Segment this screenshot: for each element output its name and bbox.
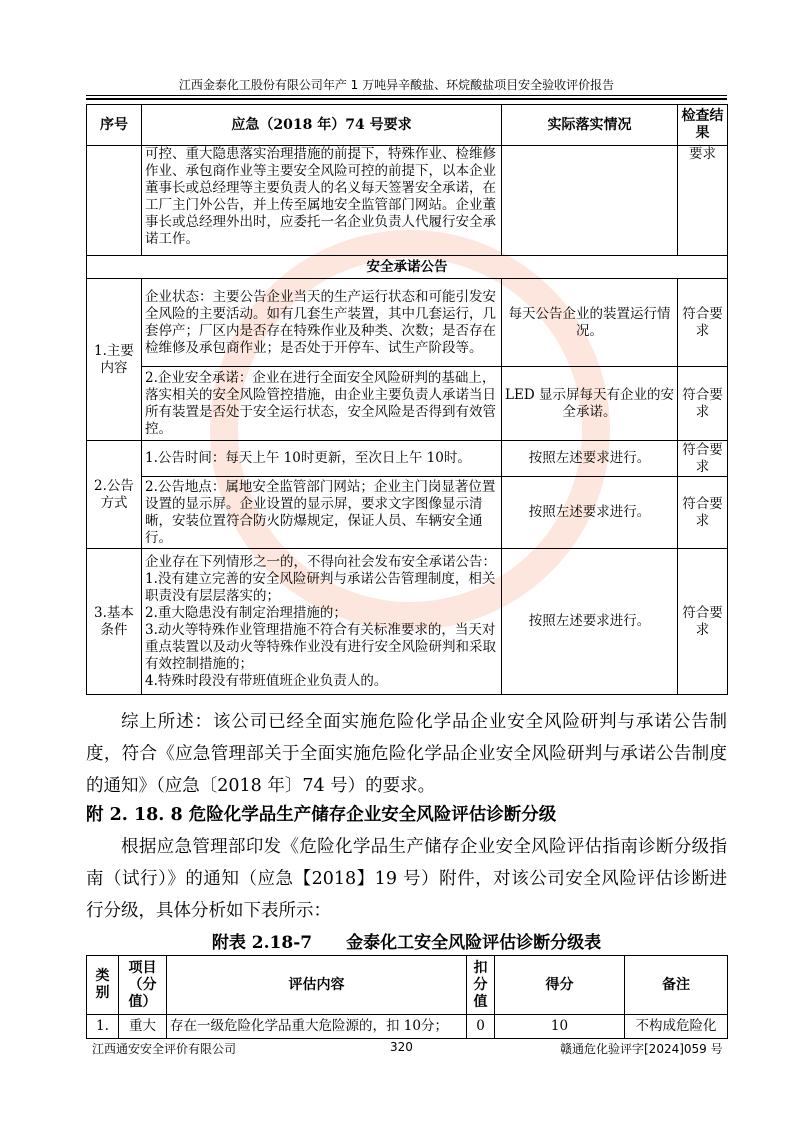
- col-header-deduction: 扣分值: [467, 956, 495, 1015]
- cell-result: 符合要求: [678, 367, 728, 441]
- cell-index: 3.基本条件: [87, 549, 142, 695]
- cell-score: 10: [495, 1015, 625, 1039]
- col-header-content: 评估内容: [167, 956, 467, 1015]
- section-heading: 安全承诺公告: [87, 256, 728, 279]
- col-header-category: 类别: [87, 956, 119, 1015]
- col-header-result: 检查结果: [678, 105, 728, 146]
- cell-requirement: 可控、重大隐患落实治理措施的前提下，特殊作业、检维修作业、承包商作业等主要安全风险可控的前提下，以本企业董事长或总经理等主要负责人的名义每天签署安全承诺，在工厂主门外公告，并上传至属地安全监管部门网站。企业董事长或总经理外出时，应委托一名企业负责人代履行安全承诺工作。: [142, 146, 502, 256]
- col-header-item: 项目（分值）: [119, 956, 167, 1015]
- table-header-row: [87, 956, 728, 1015]
- cell-result: 符合要求: [678, 441, 728, 477]
- cell-index: 2.公告方式: [87, 441, 142, 549]
- section-row: [87, 256, 728, 279]
- cell-item: 重大: [119, 1015, 167, 1039]
- cell-requirement: 2.企业安全承诺：企业在进行全面安全风险研判的基础上，落实相关的安全风险管控措施，由企业主要负责人承诺当日所有装置是否处于安全运行状态，安全风险是否得到有效管控。: [142, 367, 502, 441]
- table-row: [87, 1015, 728, 1039]
- page-header: 江西金泰化工股份有限公司年产 1 万吨异辛酸盐、环烷酸盐项目安全验收评价报告: [178, 78, 615, 92]
- table-row: [87, 549, 728, 695]
- cell-index: [87, 146, 142, 256]
- cell-implementation: LED 显示屏每天有企业的安全承诺。: [502, 367, 678, 441]
- requirements-table: [86, 104, 728, 695]
- cell-requirement: 企业状态：主要公告企业当天的生产运行状态和可能引发安全风险的主要活动。如有几套生产装置，其中几套运行，几套停产；厂区内是否存在特殊作业及种类、次数；是否存在检维修及承包商作业；是否处于开停车、试生产阶段等。: [142, 279, 502, 367]
- cell-category: 1.: [87, 1015, 119, 1039]
- table-row: [87, 279, 728, 367]
- summary-paragraph: 综上所述：该公司已经全面实施危险化学品企业安全风险研判与承诺公告制度，符合《应急管理部关于全面实施危险化学品企业安全风险研判与承诺公告制度的通知》（应急〔2018 年〕74 号）的要求。: [86, 712, 727, 796]
- table-row: [87, 146, 728, 256]
- table-caption: 附表 2.18-7 金泰化工安全风险评估诊断分级表: [211, 933, 602, 953]
- col-header-implementation: 实际落实情况: [502, 105, 678, 146]
- cell-result: 符合要求: [678, 477, 728, 549]
- header-rule-thick: [86, 98, 727, 100]
- cell-index: 1.主要内容: [87, 279, 142, 441]
- header-rule: [86, 95, 727, 96]
- col-header-requirement: 应急（2018 年）74 号要求: [142, 105, 502, 146]
- section-title: 附 2. 18. 8 危险化学品生产储存企业安全风险评估诊断分级: [86, 805, 557, 825]
- cell-implementation: 按照左述要求进行。: [502, 549, 678, 695]
- cell-implementation: 按照左述要求进行。: [502, 477, 678, 549]
- table-row: [87, 367, 728, 441]
- cell-result: 符合要求: [678, 549, 728, 695]
- footer-page-number: 320: [390, 1040, 413, 1054]
- cell-implementation: 每天公告企业的装置运行情况。: [502, 279, 678, 367]
- risk-grading-table: [86, 955, 728, 1039]
- col-header-remark: 备注: [625, 956, 728, 1015]
- cell-deduction: 0: [467, 1015, 495, 1039]
- cell-result: 要求: [678, 146, 728, 256]
- cell-requirement: 2.公告地点：属地安全监管部门网站；企业主门岗显著位置设置的显示屏。企业设置的显示屏，要求文字图像显示清晰，安装位置符合防火防爆规定，保证人员、车辆安全通行。: [142, 477, 502, 549]
- cell-implementation: 按照左述要求进行。: [502, 441, 678, 477]
- cell-remark: 不构成危险化: [625, 1015, 728, 1039]
- cell-requirement: 1.公告时间：每天上午 10时更新，至次日上午 10时。: [142, 441, 502, 477]
- table-row: [87, 441, 728, 477]
- cell-content: 存在一级危险化学品重大危险源的，扣 10分；: [167, 1015, 467, 1039]
- footer-company: 江西通安安全评价有限公司: [92, 1042, 237, 1056]
- col-header-index: 序号: [87, 105, 142, 146]
- col-header-score: 得分: [495, 956, 625, 1015]
- cell-requirement: 企业存在下列情形之一的，不得向社会发布安全承诺公告： 1.没有建立完善的安全风险研判与承诺公告管理制度，相关职责没有层层落实的； 2.重大隐患没有制定治理措施的； 3.动火等特殊作业管理措施不符合有关标准要求的，当天对重点装置以及动火等特殊作业没有进行安全风险研判和采取有效控制措施的； 4.特殊时段没有带班值班企业负责人的。: [142, 549, 502, 695]
- cell-implementation: [502, 146, 678, 256]
- section-paragraph: 根据应急管理部印发《危险化学品生产储存企业安全风险评估指南诊断分级指南（试行）》的通知（应急【2018】19 号）附件，对该公司安全风险评估诊断进行分级，具体分析如下表所示：: [86, 837, 727, 921]
- cell-result: 符合要求: [678, 279, 728, 367]
- table-header-row: [87, 105, 728, 146]
- footer-report-number: 赣通危化验评字[2024]059 号: [560, 1042, 723, 1056]
- table-row: [87, 477, 728, 549]
